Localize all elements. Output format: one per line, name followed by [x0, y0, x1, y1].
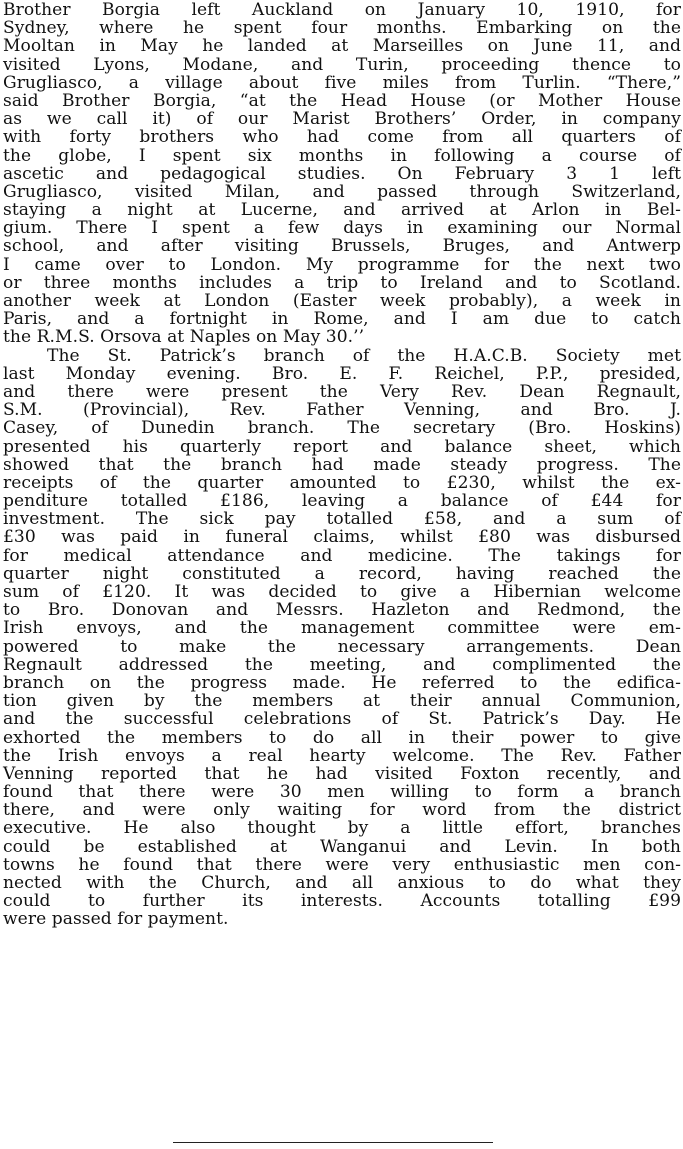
text-line: the Irish envoys a real hearty welcome. The Rev. Father — [3, 745, 681, 766]
text-line: towns he found that there were very enthusiastic men con- — [3, 854, 681, 875]
text-line: powered to make the necessary arrangements. Dean — [3, 636, 681, 657]
text-line: the globe, I spent six months in following a course of — [3, 145, 681, 166]
text-line: Casey, of Dunedin branch. The secretary (Bro. Hoskins) — [3, 418, 681, 439]
text-line: the R.M.S. Orsova at Naples on May 30.’’ — [3, 327, 365, 348]
text-line: or three months includes a trip to Ireland and to Scotland. — [3, 272, 681, 293]
text-line: branch on the progress made. He referred to the edifica- — [3, 672, 681, 693]
text-line: Irish envoys, and the management committee were em- — [3, 618, 681, 639]
end-rule-divider — [173, 1142, 493, 1143]
text-line: executive. He also thought by a little effort, branches — [3, 818, 681, 839]
text-line: could to further its interests. Accounts totalling £99 — [3, 891, 681, 912]
text-line: were passed for payment. — [3, 909, 229, 930]
text-line: exhorted the members to do all in their power to give — [3, 727, 681, 748]
text-line: Sydney, where he spent four months. Embarking on the — [3, 18, 681, 39]
text-line: Venning reported that he had visited Foxton recently, and — [3, 763, 681, 784]
text-line: ascetic and pedagogical studies. On February 3 1 left — [3, 163, 681, 184]
text-line: quarter night constituted a record, having reached the — [3, 563, 681, 584]
text-line: as we call it) of our Marist Brothers’ Order, in company — [3, 109, 681, 130]
text-line: £30 was paid in funeral claims, whilst £80 was disbursed — [3, 527, 681, 548]
text-line: there, and were only waiting for word from the district — [3, 800, 681, 821]
text-line: The St. Patrick’s branch of the H.A.C.B. Society met — [47, 345, 681, 366]
text-line: Grugliasco, a village about five miles from Turlin. “There,” — [3, 72, 681, 93]
newspaper-column — [3, 1, 681, 929]
paragraph-borgia-travels — [3, 1, 681, 347]
text-line: showed that the branch had made steady progress. The — [3, 454, 681, 475]
text-line: said Brother Borgia, “at the Head House (or Mother House — [3, 90, 681, 111]
text-line: receipts of the quarter amounted to £230, whilst the ex- — [3, 472, 681, 493]
text-line: last Monday evening. Bro. E. F. Reichel, P.P., presided, — [3, 363, 681, 384]
text-line: staying a night at Lucerne, and arrived at Arlon in Bel- — [3, 200, 681, 221]
text-line: another week at London (Easter week probably), a week in — [3, 291, 681, 311]
text-line: I came over to London. My programme for the next two — [3, 254, 681, 275]
text-line: for medical attendance and medicine. The takings for — [3, 545, 681, 566]
text-line: tion given by the members at their annual Communion, — [3, 691, 681, 712]
text-line: school, and after visiting Brussels, Bruges, and Antwerp — [3, 236, 681, 257]
text-line: and the successful celebrations of St. Patrick’s Day. He — [3, 709, 681, 730]
text-line: S.M. (Provincial), Rev. Father Venning, and Bro. J. — [3, 400, 681, 421]
text-line: could be established at Wanganui and Levin. In both — [3, 836, 681, 857]
text-line: and there were present the Very Rev. Dean Regnault, — [3, 381, 681, 402]
text-line: penditure totalled £186, leaving a balance of £44 for — [3, 491, 681, 512]
text-line: Brother Borgia left Auckland on January 10, 1910, for — [3, 0, 681, 20]
text-line: investment. The sick pay totalled £58, and a sum of — [3, 509, 681, 530]
text-line: Grugliasco, visited Milan, and passed through Switzerland, — [3, 181, 681, 202]
text-line: visited Lyons, Modane, and Turin, proceeding thence to — [3, 54, 681, 75]
text-line: found that there were 30 men willing to form a branch — [3, 782, 681, 803]
text-line: to Bro. Donovan and Messrs. Hazleton and Redmond, the — [3, 600, 681, 621]
text-line: Regnault addressed the meeting, and complimented the — [3, 654, 681, 675]
text-line: Paris, and a fortnight in Rome, and I am due to catch — [3, 309, 681, 330]
text-line: nected with the Church, and all anxious to do what they — [3, 873, 681, 893]
text-line: Mooltan in May he landed at Marseilles on June 11, and — [3, 36, 681, 57]
text-line: presented his quarterly report and balance sheet, which — [3, 436, 681, 457]
paragraph-hacb-meeting — [3, 347, 681, 929]
text-line: gium. There I spent a few days in examining our Normal — [3, 218, 681, 239]
text-line: with forty brothers who had come from all quarters of — [3, 127, 681, 148]
text-line: sum of £120. It was decided to give a Hibernian welcome — [3, 582, 681, 602]
